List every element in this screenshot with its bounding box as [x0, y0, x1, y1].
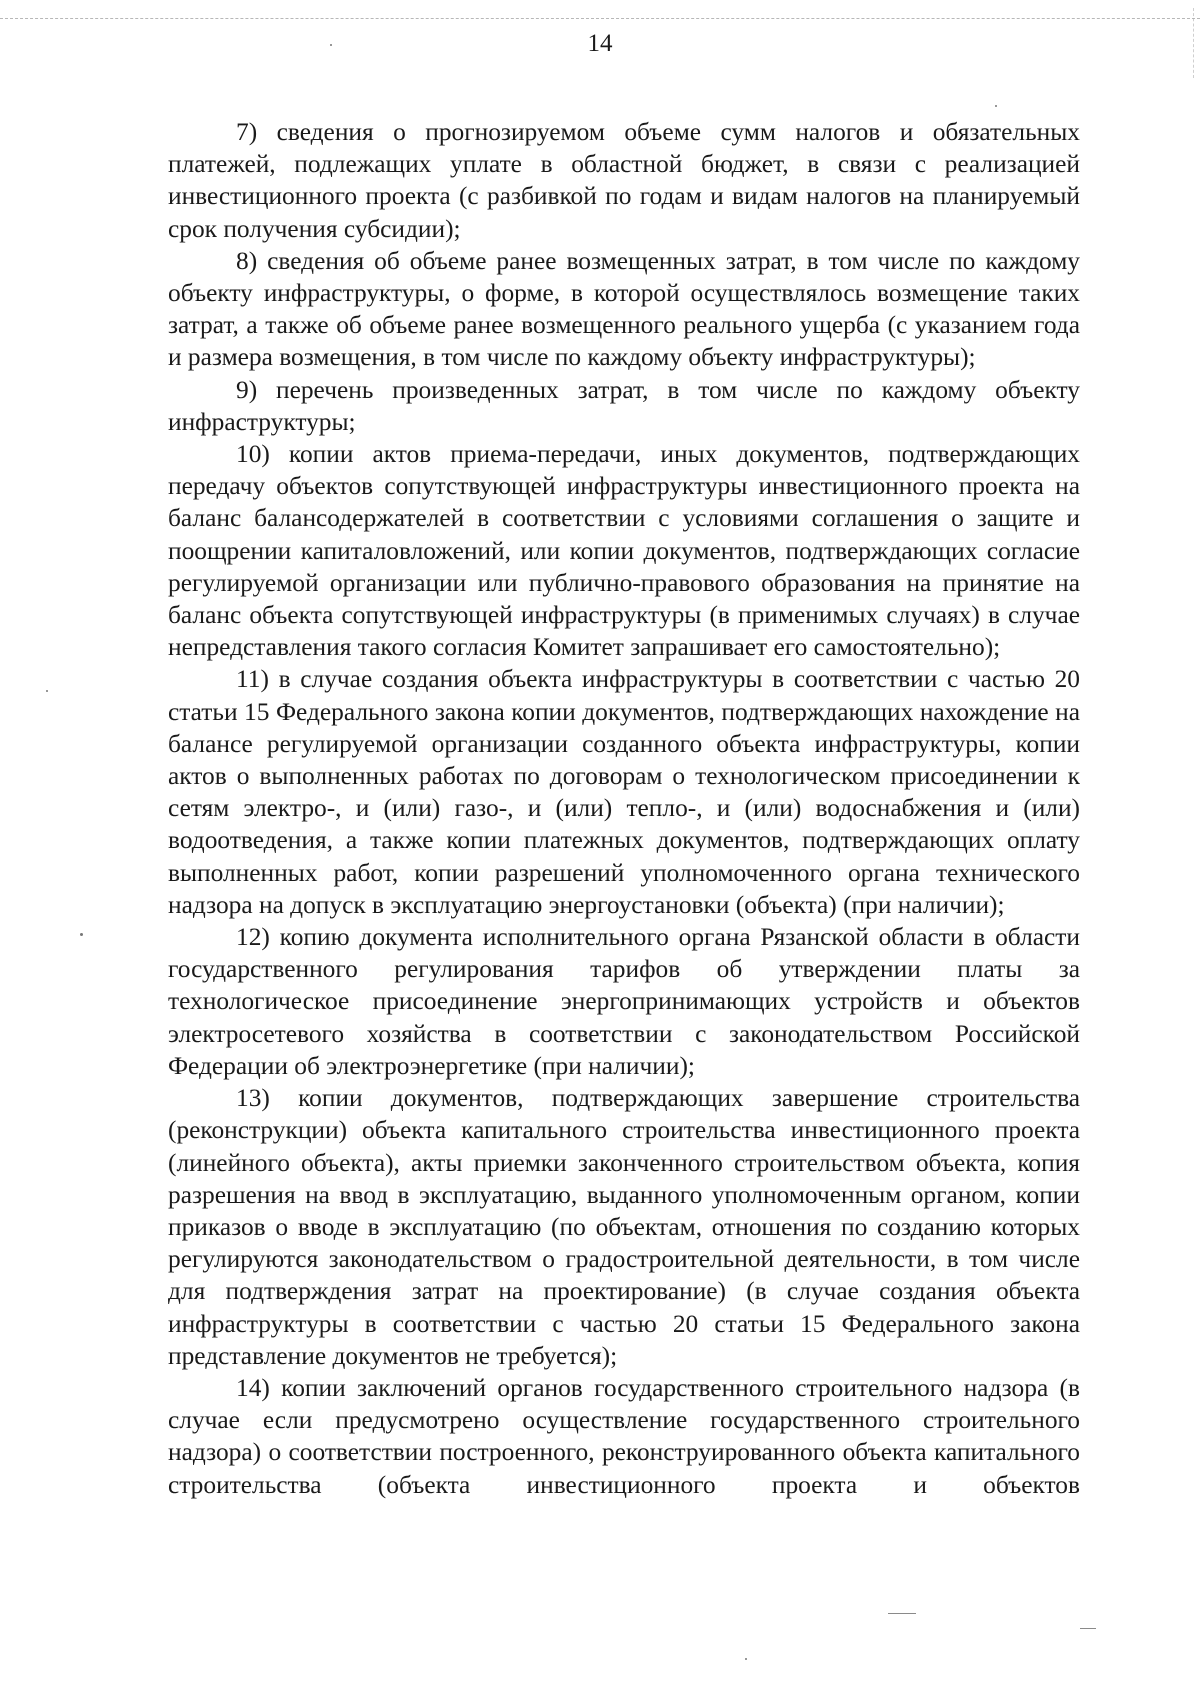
paragraph-item-11: 11) в случае создания объекта инфраструктуры в соответствии с частью 20 статьи 15 Федерального закона копии документов, подтверждающих нахождение на балансе регулируемой организации созданного объекта инфраструктуры, копии актов о выполненных работах по договорам о технологическом присоединении к сетям электро-, и (или) газо-, и (или) тепло-, и (или) водоснабжения и (или) водоотведения, а также копии платежных документов, подтверждающих оплату выполненных работ, копии разрешений уполномоченного органа технического надзора на допуск в эксплуатацию энергоустановки (объекта) (при наличии);	[168, 665, 1080, 919]
paragraph-item-9: 9) перечень произведенных затрат, в том числе по каждому объекту инфраструктуры;	[168, 375, 1080, 436]
scan-speck	[46, 690, 48, 692]
paragraph-item-10: 10) копии актов приема-передачи, иных документов, подтверждающих передачу объектов сопутствующей инфраструктуры инвестиционного проекта на баланс балансодержателей в соответствии с условиями соглашения о защите и поощрении капиталовложений, или копии документов, подтверждающих согласие регулируемой организации или публично-правового образования на принятие на баланс объекта сопутствующей инфраструктуры (в применимых случаях) в случае непредставления такого согласия Комитет запрашивает его самостоятельно);	[168, 440, 1080, 662]
scan-speck	[995, 105, 997, 107]
paragraph-item-8: 8) сведения об объеме ранее возмещенных затрат, в том числе по каждому объекту инфраструктуры, о форме, в которой осуществлялось возмещение таких затрат, а также об объеме ранее возмещенного реального ущерба (с указанием года и размера возмещения, в том числе по каждому объекту инфраструктуры);	[168, 246, 1080, 372]
paragraph-item-13: 13) копии документов, подтверждающих завершение строительства (реконструкции) объекта капитального строительства инвестиционного проекта (линейного объекта), акты приемки законченного строительством объекта, копия разрешения на ввод в эксплуатацию, выданного уполномоченным органом, копии приказов о вводе в эксплуатацию (по объектам, отношения по созданию которых регулируются законодательством о градостроительной деятельности, в том числе для подтверждения затрат на проектирование) (в случае создания объекта инфраструктуры в соответствии с частью 20 статьи 15 Федерального закона представление документов не требуется);	[168, 1084, 1080, 1370]
scan-smudge	[888, 1613, 916, 1614]
paragraph-item-12: 12) копию документа исполнительного органа Рязанской области в области государственного регулирования тарифов об утверждении платы за технологическое присоединение энергопринимающих устройств и объектов электросетевого хозяйства в соответствии с законодательством Российской Федерации об электроэнергетике (при наличии);	[168, 923, 1080, 1080]
scan-speck	[80, 933, 83, 936]
paragraph-item-7: 7) сведения о прогнозируемом объеме сумм налогов и обязательных платежей, подлежащих уплате в областной бюджет, в связи с реализацией инвестиционного проекта (с разбивкой по годам и видам налогов на планируемый срок получения субсидии);	[168, 118, 1080, 243]
scan-top-edge	[0, 18, 1200, 19]
paragraph-item-14: 14) копии заключений органов государственного строительного надзора (в случае если предусмотрено осуществление государственного строительного надзора) о соответствии построенного, реконструированного объекта капитального строительства (объекта инвестиционного проекта и объектов	[168, 1373, 1080, 1499]
scan-speck	[745, 1658, 747, 1660]
document-body	[168, 116, 1080, 1501]
page-number: 14	[587, 30, 613, 57]
scan-smudge	[1080, 1628, 1096, 1629]
scan-speck	[330, 44, 332, 46]
